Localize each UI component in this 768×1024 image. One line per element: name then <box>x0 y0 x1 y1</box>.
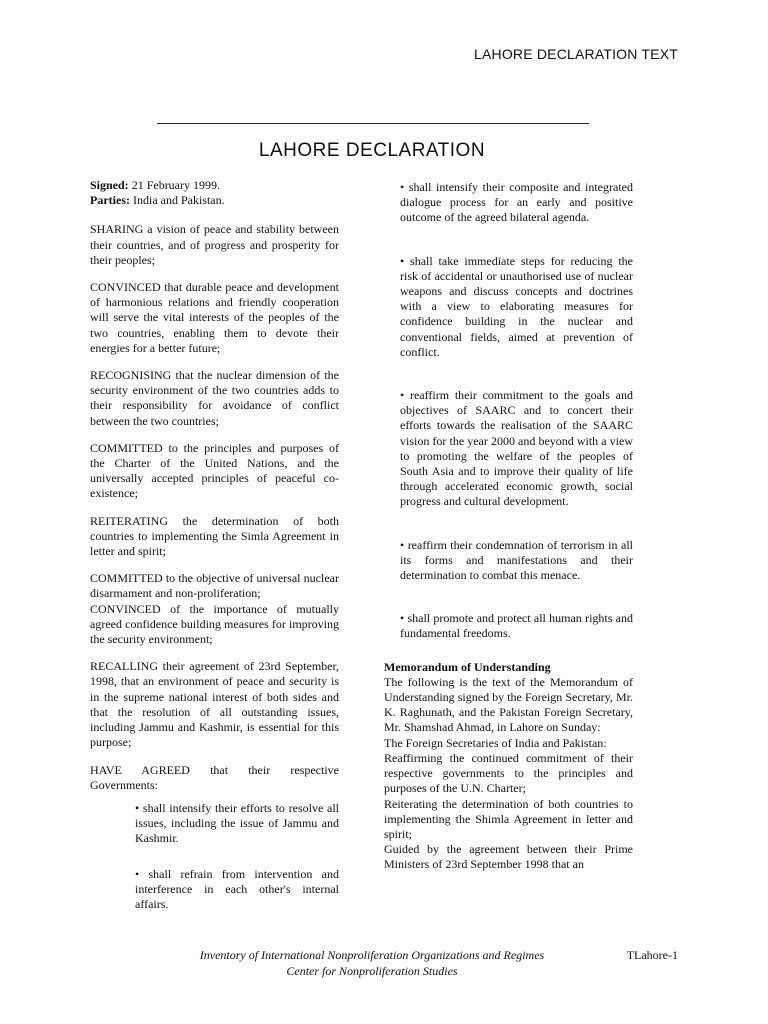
mou-reiterating: Reiterating the determination of both countries to implementing the Shimla Agreement in letter and spirit; <box>384 796 633 841</box>
running-header: LAHORE DECLARATION TEXT <box>473 46 678 62</box>
mou-heading-text: Memorandum of Understanding <box>384 659 551 674</box>
bullet-human-rights: • shall promote and protect all human rights and fundamental freedoms. <box>400 611 633 641</box>
reiterating-paragraph: REITERATING the determination of both countries to implementing the Simla Agreement in letter and spirit; <box>90 513 339 559</box>
parties-label: Parties: <box>90 193 130 208</box>
bullet-resolve-issues: • shall intensify their efforts to resolve all issues, including the issue of Jammu and Kashmir. <box>135 800 339 846</box>
mou-secretaries: The Foreign Secretaries of India and Pakistan: <box>384 735 607 750</box>
parties-value: India and Pakistan. <box>129 193 225 208</box>
committed-un-paragraph: COMMITTED to the principles and purposes of the Charter of the United Nations, and the universally accepted principles of peaceful co-existence; <box>90 440 339 501</box>
mou-guided: Guided by the agreement between their Prime Ministers of 23rd September 1998 that an <box>384 842 633 872</box>
mou-reaffirming: Reaffirming the continued commitment of their respective governments to the principles and purposes of the U.N. Charter; <box>384 750 633 796</box>
bullet-terrorism: • reaffirm their condemnation of terrorism in all its forms and manifestations and their determination to combat this menace. <box>400 537 633 583</box>
bullet-nuclear-risk: • shall take immediate steps for reducing the risk of accidental or unauthorised use of nuclear weapons and discuss concepts and doctrines with a view to elaborating measures for confidence building in the nuclear and conventional fields, aimed at prevention of conflict. <box>400 253 633 359</box>
title-rule <box>157 123 589 124</box>
footer-center-line: Center for Nonproliferation Studies <box>286 963 458 978</box>
parties-line <box>90 193 339 208</box>
bullet-refrain-intervention: • shall refrain from intervention and interference in each other's internal affairs. <box>135 866 339 911</box>
mou-heading <box>384 660 633 675</box>
document-title: LAHORE DECLARATION <box>258 140 486 161</box>
convinced-paragraph: CONVINCED that durable peace and development of harmonious relations and friendly cooperation will serve the vital interests of the peoples of the two countries, enabling them to devote their energies for a better future; <box>90 280 339 355</box>
sharing-paragraph: SHARING a vision of peace and stability between their countries, and of progress and prosperity for their peoples; <box>90 222 339 267</box>
bullet-composite-dialogue: • shall intensify their composite and integrated dialogue process for an early and positive outcome of the agreed bilateral agenda. <box>400 180 633 225</box>
right-column <box>384 180 633 873</box>
signed-value: 21 February 1999. <box>128 178 221 192</box>
recalling-paragraph: RECALLING their agreement of 23rd September, 1998, that an environment of peace and security is in the supreme national interest of both sides and that the resolution of all outstanding issues, including Jammu and Kashmir, is essential for this purpose; <box>90 659 339 750</box>
have-agreed-paragraph: HAVE AGREED that their respective Governments: <box>90 762 339 792</box>
signed-line <box>90 178 339 193</box>
convinced-cbm-paragraph: CONVINCED of the importance of mutually agreed confidence building measures for improving the security environment; <box>90 601 339 647</box>
signed-label: Signed: <box>90 178 129 192</box>
committed-disarmament-paragraph: COMMITTED to the objective of universal nuclear disarmament and non-proliferation; <box>90 571 339 601</box>
page-identifier: TLahore-1 <box>626 948 678 962</box>
mou-intro: The following is the text of the Memorandum of Understanding signed by the Foreign Secretary, Mr. K. Raghunath, and the Pakistan Foreign Secretary, Mr. Shamshad Ahmad, in Lahore on Sunday: <box>384 674 633 735</box>
recognising-paragraph: RECOGNISING that the nuclear dimension of the security environment of the two countries adds to their responsibility for avoidance of conflict between the two countries; <box>90 368 339 428</box>
footer-inventory-line: Inventory of International Nonproliferation Organizations and Regimes <box>199 948 545 962</box>
bullet-saarc: • reaffirm their commitment to the goals and objectives of SAARC and to concert their efforts towards the realisation of the SAARC vision for the year 2000 and beyond with a view to promoting the welfare of the peoples of South Asia and to improve their quality of life through accelerated economic growth, social progress and cultural development. <box>400 388 633 509</box>
left-column <box>90 178 339 912</box>
footer <box>150 948 594 979</box>
